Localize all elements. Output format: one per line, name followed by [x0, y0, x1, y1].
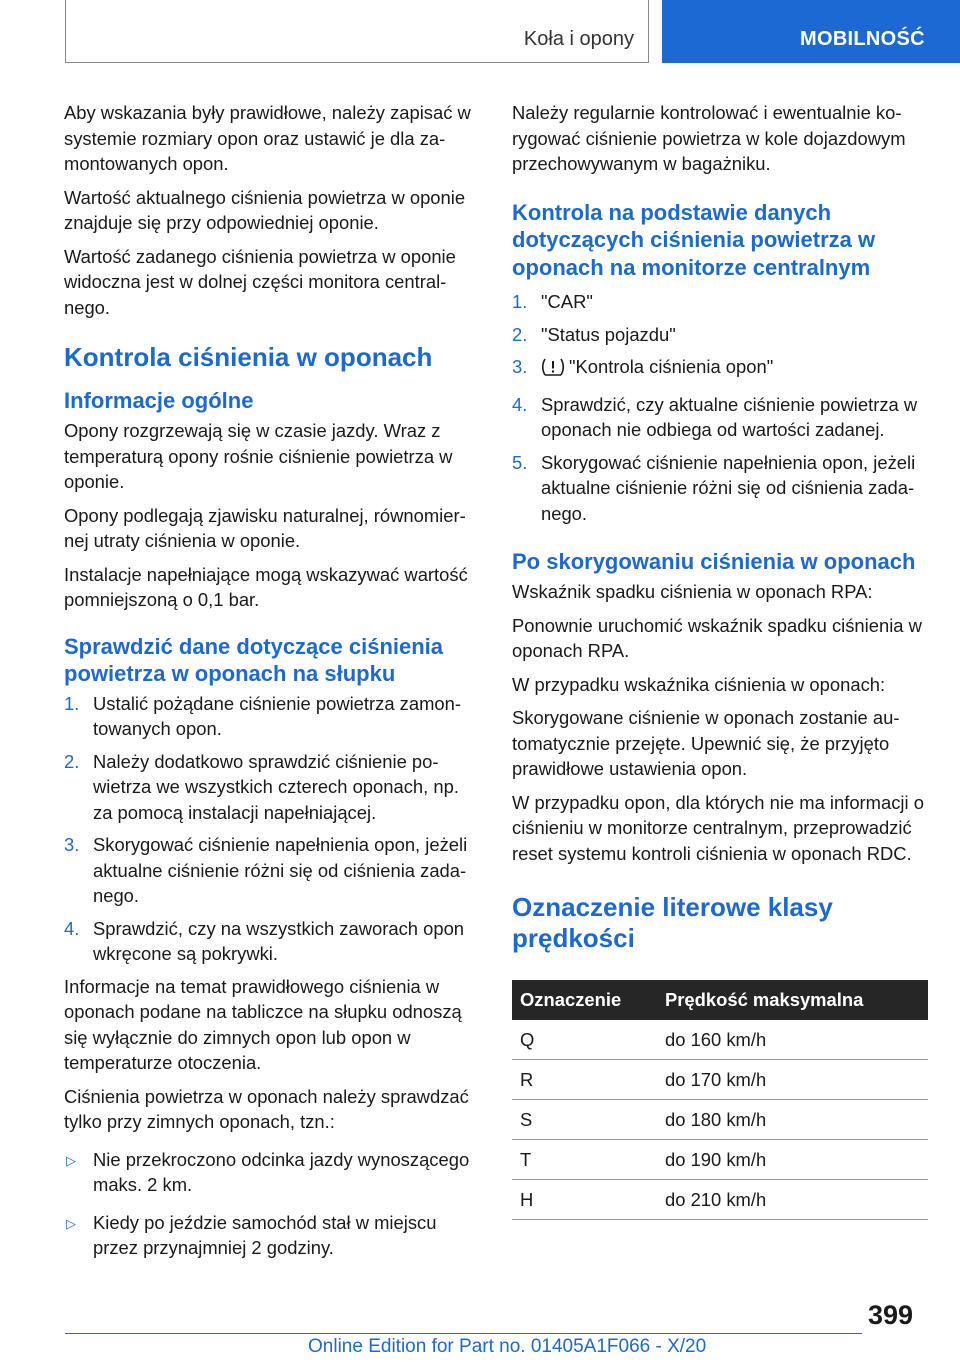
paragraph: W przypadku wskaźnika ciśnienia w oponach: [512, 673, 886, 695]
speed-class-table [512, 980, 928, 1220]
step-number: 2. [512, 323, 528, 345]
table-cell: do 210 km/h [657, 1180, 928, 1220]
step-text: Należy dodatkowo sprawdzić ciśnienie powietrza we wszystkich czterech oponach, np. za pomocą instalacji napełniającej. [93, 750, 459, 823]
table-cell: S [512, 1100, 657, 1140]
step-number: 3. [64, 834, 80, 855]
table-cell: T [512, 1140, 657, 1180]
triangle-bullet-icon: ▷ [66, 1215, 76, 1231]
heading-tire-pressure-check: Kontrola ciśnienia w oponach [64, 342, 433, 372]
table-cell: do 190 km/h [657, 1140, 928, 1180]
footer-divider [65, 1333, 862, 1334]
pillar-check-steps [64, 691, 482, 967]
header-chapter-tab: MOBILNOŚĆ [662, 0, 960, 63]
header-section-box [65, 0, 649, 63]
step-number: 2. [64, 750, 80, 772]
list-item [64, 832, 482, 909]
monitor-check-steps [512, 289, 930, 526]
table-cell: R [512, 1060, 657, 1100]
table-header-row [512, 980, 928, 1020]
cold-tire-conditions [64, 1147, 482, 1261]
bullet-text: Nie przekroczono odcinka jazdy wynoszącego maks. 2 km. [93, 1148, 470, 1195]
table-row [512, 1060, 928, 1100]
paragraph: Instalacje napełniające mogą wskazywać wartość pomniejszoną o 0,1 bar. [64, 563, 468, 610]
list-item [512, 322, 930, 348]
list-item [512, 289, 930, 315]
footer-edition: Online Edition for Part no. 01405A1F066 - X/20 [308, 1336, 707, 1357]
paragraph: Wskaźnik spadku ciśnienia w oponach RPA: [512, 581, 873, 602]
paragraph: Wartość zadanego ciśnienia powietrza w oponie widoczna jest w dolnej części monitora centralnego. [64, 245, 456, 318]
list-item [64, 691, 482, 742]
paragraph: Opony podlegają zjawisku naturalnej, równomiernej utraty ciśnienia w oponie. [64, 504, 466, 551]
list-item [64, 749, 482, 826]
paragraph: Informacje na temat prawidłowego ciśnienia w oponach podane na tabliczce na słupku odnoszą się wyłącznie do zimnych opon lub opon w temperaturze otoczenia. [64, 975, 462, 1073]
column-header: Prędkość maksymalna [657, 980, 928, 1020]
triangle-bullet-icon: ▷ [66, 1152, 76, 1168]
step-text: "Kontrola ciśnienia opon" [569, 356, 774, 377]
table-cell: do 170 km/h [657, 1060, 928, 1100]
heading-monitor-check: Kontrola na podstawie danych dotyczących ciśnienia powietrza w oponach na monitorze centralnym [512, 199, 876, 280]
header-section-title: Koła i opony [523, 28, 634, 50]
list-item [512, 354, 930, 385]
heading-after-correction: Po skorygowaniu ciśnienia w oponach [512, 549, 916, 574]
bullet-text: Kiedy po jeździe samochód stał w miejscu przez przynajmniej 2 godziny. [93, 1211, 437, 1258]
table-cell: H [512, 1180, 657, 1220]
step-number: 4. [512, 393, 528, 415]
step-text: "CAR" [541, 291, 593, 312]
paragraph: Aby wskazania były prawidłowe, należy zapisać w systemie rozmiary opon oraz ustawić je dla zamontowanych opon. [64, 102, 471, 174]
step-text: Skorygować ciśnienie napełnienia opon, jeżeli aktualne ciśnienie różni się od ciśnienia zadanego. [541, 451, 916, 524]
table-row [512, 1140, 928, 1180]
table-row [512, 1100, 928, 1140]
step-text: Sprawdzić, czy na wszystkich zaworach opon wkręcone są pokrywki. [93, 917, 465, 964]
table-cell: Q [512, 1020, 657, 1060]
list-item [512, 450, 930, 527]
step-text: Skorygować ciśnienie napełnienia opon, jeżeli aktualne ciśnienie różni się od ciśnienia zadanego. [93, 834, 468, 906]
list-item [64, 916, 482, 967]
table-cell: do 160 km/h [657, 1020, 928, 1060]
paragraph: Ponownie uruchomić wskaźnik spadku ciśnienia w oponach RPA. [512, 614, 922, 661]
column-header: Oznaczenie [512, 980, 657, 1020]
step-number: 1. [512, 291, 528, 312]
paragraph: Ciśnienia powietrza w oponach należy sprawdzać tylko przy zimnych oponach, tzn.: [64, 1085, 469, 1132]
heading-speed-class: Oznaczenie literowe klasy prędkości [512, 892, 833, 953]
table-row [512, 1180, 928, 1220]
step-number: 5. [512, 451, 528, 473]
heading-check-pillar-data: Sprawdzić dane dotyczące ciśnienia powietrza w oponach na słupku [64, 633, 444, 686]
step-text: "Status pojazdu" [541, 323, 676, 345]
paragraph: W przypadku opon, dla których nie ma informacji o ciśnieniu w monitorze centralnym, przeprowadzić reset systemu kontroli ciśnienia w oponach RDC. [512, 791, 924, 864]
paragraph: Należy regularnie kontrolować i ewentualnie korygować ciśnienie powietrza w kole dojazdowym przechowywanym w bagażniku. [512, 102, 906, 174]
step-text: Ustalić pożądane ciśnienie powietrza zamontowanych opon. [93, 692, 462, 739]
step-number: 1. [64, 692, 80, 714]
page-header [0, 0, 960, 66]
list-item [64, 1147, 482, 1198]
step-text: Sprawdzić, czy aktualne ciśnienie powietrza w oponach nie odbiega od wartości zadanej. [541, 393, 918, 440]
paragraph: Opony rozgrzewają się w czasie jazdy. Wraz z temperaturą opony rośnie ciśnienie powietrza w oponie. [64, 420, 453, 492]
heading-general-info: Informacje ogólne [64, 388, 254, 413]
left-column [64, 100, 482, 1268]
right-column [512, 100, 930, 1220]
table-cell: do 180 km/h [657, 1100, 928, 1140]
page-number: 399 [868, 1300, 914, 1330]
paragraph: Skorygowane ciśnienie w oponach zostanie automatycznie przejęte. Upewnić się, że przyjęto prawidłowe ustawienia opon. [512, 707, 900, 779]
list-item [512, 392, 930, 443]
tire-pressure-warning-icon [541, 356, 565, 385]
table-row [512, 1020, 928, 1060]
paragraph: Wartość aktualnego ciśnienia powietrza w oponie znajduje się przy odpowiedniej oponie. [64, 186, 466, 233]
list-item [64, 1210, 482, 1261]
step-number: 4. [64, 917, 80, 939]
step-number: 3. [512, 356, 528, 377]
